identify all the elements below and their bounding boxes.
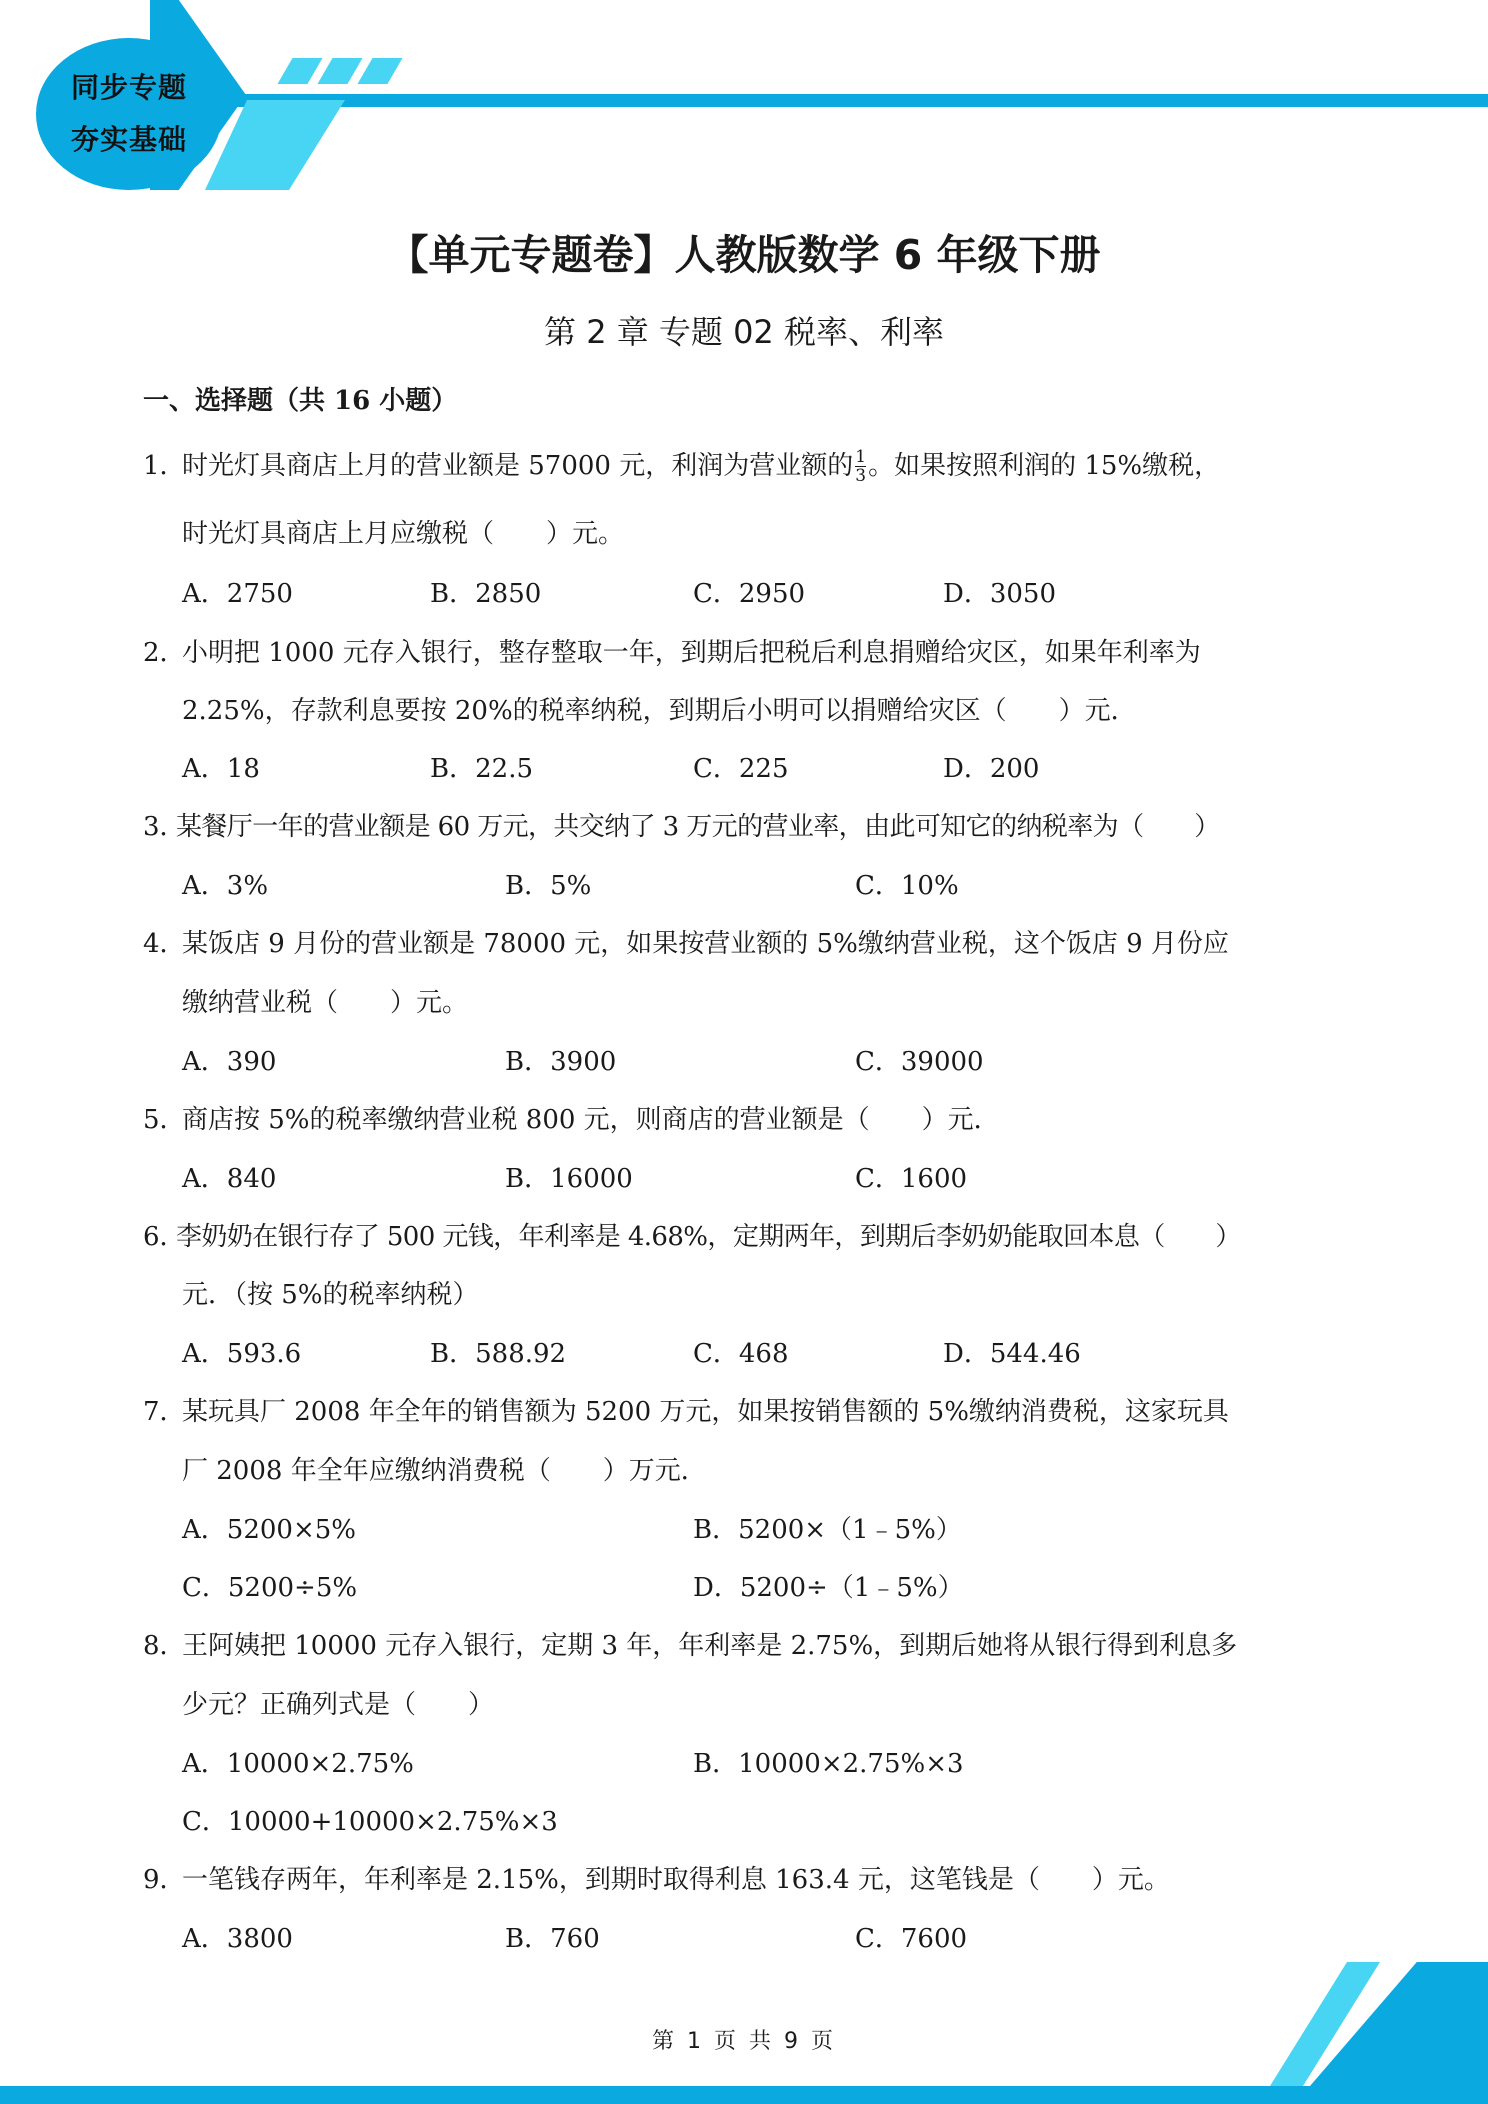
option: D．3050 <box>943 579 1057 609</box>
question-text: 某玩具厂 2008 年全年的销售额为 5200 万元，如果按销售额的 5%缴纳消费税，这家玩具 <box>182 1397 1229 1427</box>
option: C．39000 <box>855 1047 984 1077</box>
option: A．3800 <box>182 1924 293 1954</box>
option: A．3% <box>182 871 269 901</box>
option: C．5200÷5% <box>182 1573 358 1603</box>
question-number: 3． <box>143 812 186 842</box>
option: B．5200×（1﹣5%） <box>693 1515 962 1545</box>
header-stripe <box>277 58 322 84</box>
option: C．225 <box>693 754 789 784</box>
question-text: 商店按 5%的税率缴纳营业税 800 元，则商店的营业额是（ ）元． <box>182 1105 1000 1135</box>
question-text: 一笔钱存两年，年利率是 2.15%，到期时取得利息 163.4 元，这笔钱是（ ）元。 <box>182 1865 1170 1895</box>
question-number: 1． <box>143 451 186 481</box>
fraction-denominator: 3 <box>855 466 867 486</box>
question-number: 8． <box>143 1631 186 1661</box>
question-number: 2． <box>143 638 186 668</box>
option: A．10000×2.75% <box>182 1749 414 1779</box>
option: D．200 <box>943 754 1040 784</box>
option: A．18 <box>182 754 260 784</box>
badge-line: 夯实基础 <box>70 123 187 156</box>
question-number: 7． <box>143 1397 186 1427</box>
option: B．5% <box>505 871 592 901</box>
question-text: 小明把 1000 元存入银行，整存整取一年，到期后把税后利息捐赠给灾区，如果年利率为 <box>182 638 1201 668</box>
question-text: 李奶奶在银行存了 500 元钱，年利率是 4.68%，定期两年，到期后李奶奶能取回本息（ ） <box>176 1222 1241 1252</box>
question-number: 9． <box>143 1865 186 1895</box>
question-text-part: 时光灯具商店上月的营业额是 57000 元，利润为营业额的 <box>182 451 854 481</box>
question-text: 某饭店 9 月份的营业额是 78000 元，如果按营业额的 5%缴纳营业税，这个饭店 9 月份应 <box>182 929 1229 959</box>
question-text: 元．（按 5%的税率纳税） <box>182 1280 479 1310</box>
option: A．390 <box>182 1047 277 1077</box>
option: B．2850 <box>430 579 542 609</box>
badge-line: 同步专题 <box>70 71 187 104</box>
option: A．593.6 <box>182 1339 302 1369</box>
document-subtitle: 第 2 章 专题 02 税率、利率 <box>544 313 944 351</box>
option: B．3900 <box>505 1047 617 1077</box>
option: D．5200÷（1﹣5%） <box>693 1573 964 1603</box>
header-stripe <box>357 58 402 84</box>
question-text: 厂 2008 年全年应缴纳消费税（ ）万元． <box>182 1456 707 1486</box>
option: A．2750 <box>182 579 293 609</box>
page-number: 第 1 页 共 9 页 <box>652 2029 836 2054</box>
header-stripe <box>317 58 362 84</box>
header-band <box>230 94 1488 107</box>
option: B．760 <box>505 1924 600 1954</box>
option: C．468 <box>693 1339 789 1369</box>
question-text: 缴纳营业税（ ）元。 <box>182 988 469 1018</box>
header-badge <box>36 38 222 190</box>
fraction <box>855 449 866 485</box>
question-number: 5． <box>143 1105 186 1135</box>
question-number: 4． <box>143 929 186 959</box>
option: C．1600 <box>855 1164 968 1194</box>
option: D．544.46 <box>943 1339 1081 1369</box>
option: C．7600 <box>855 1924 968 1954</box>
option: C．2950 <box>693 579 806 609</box>
option: B．588.92 <box>430 1339 567 1369</box>
question-text: 某餐厅一年的营业额是 60 万元，共交纳了 3 万元的营业率，由此可知它的纳税率为（ ） <box>176 812 1220 842</box>
question-text: 王阿姨把 10000 元存入银行，定期 3 年，年利率是 2.75%，到期后她将从银行得到利息多 <box>182 1631 1238 1661</box>
option: B．10000×2.75%×3 <box>693 1749 964 1779</box>
question-number: 6． <box>143 1222 186 1252</box>
footer-band <box>0 2086 1488 2104</box>
question-text <box>182 449 1220 485</box>
option: B．16000 <box>505 1164 633 1194</box>
document-title: 【单元专题卷】人教版数学 6 年级下册 <box>387 231 1101 279</box>
question-text-part: 。如果按照利润的 15%缴税， <box>868 451 1221 481</box>
option: A．5200×5% <box>182 1515 356 1545</box>
question-text: 少元？正确列式是（ ） <box>182 1690 495 1720</box>
fraction-numerator: 1 <box>855 447 867 467</box>
option: C．10% <box>855 871 959 901</box>
option: A．840 <box>182 1164 277 1194</box>
option: C．10000+10000×2.75%×3 <box>182 1807 558 1837</box>
question-text: 时光灯具商店上月应缴税（ ）元。 <box>182 519 625 549</box>
option: B．22.5 <box>430 754 533 784</box>
question-text: 2.25%，存款利息要按 20%的税率纳税，到期后小明可以捐赠给灾区（ ）元． <box>182 696 1137 726</box>
section-heading: 一、选择题（共 16 小题） <box>143 386 458 416</box>
